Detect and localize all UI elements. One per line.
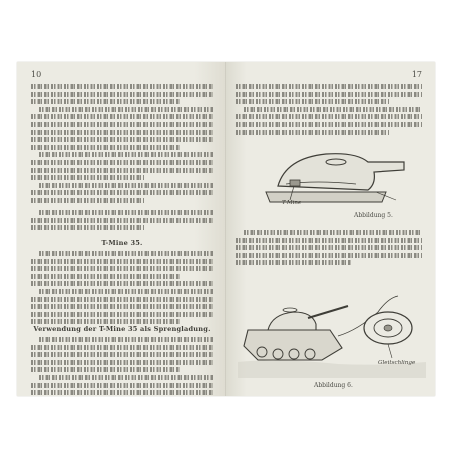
left-text-block-1 xyxy=(31,84,213,206)
tank-turret-illustration xyxy=(256,140,416,212)
section-heading-usage: Verwendung der T-Mine 35 als Sprengladung. xyxy=(33,325,211,333)
left-page-number: 10 xyxy=(31,70,42,79)
section-heading-t-mine: T-Mine 35. xyxy=(101,239,143,247)
right-text-block-2 xyxy=(236,230,422,268)
right-page-number: 17 xyxy=(411,70,422,79)
left-section-usage xyxy=(31,320,213,396)
figure-5-caption: Abbildung 5. xyxy=(354,212,393,219)
right-text-block-1 xyxy=(236,84,422,137)
right-page xyxy=(226,62,435,396)
open-booklet xyxy=(17,62,435,396)
figure-6-caption: Abbildung 6. xyxy=(314,382,353,389)
figure-6-label: Gleitschlinge xyxy=(378,360,416,366)
left-page xyxy=(17,62,226,396)
figure-5-label: T-Mine xyxy=(282,200,302,206)
left-text-block-2 xyxy=(31,210,213,233)
left-section-t-mine xyxy=(31,234,213,327)
